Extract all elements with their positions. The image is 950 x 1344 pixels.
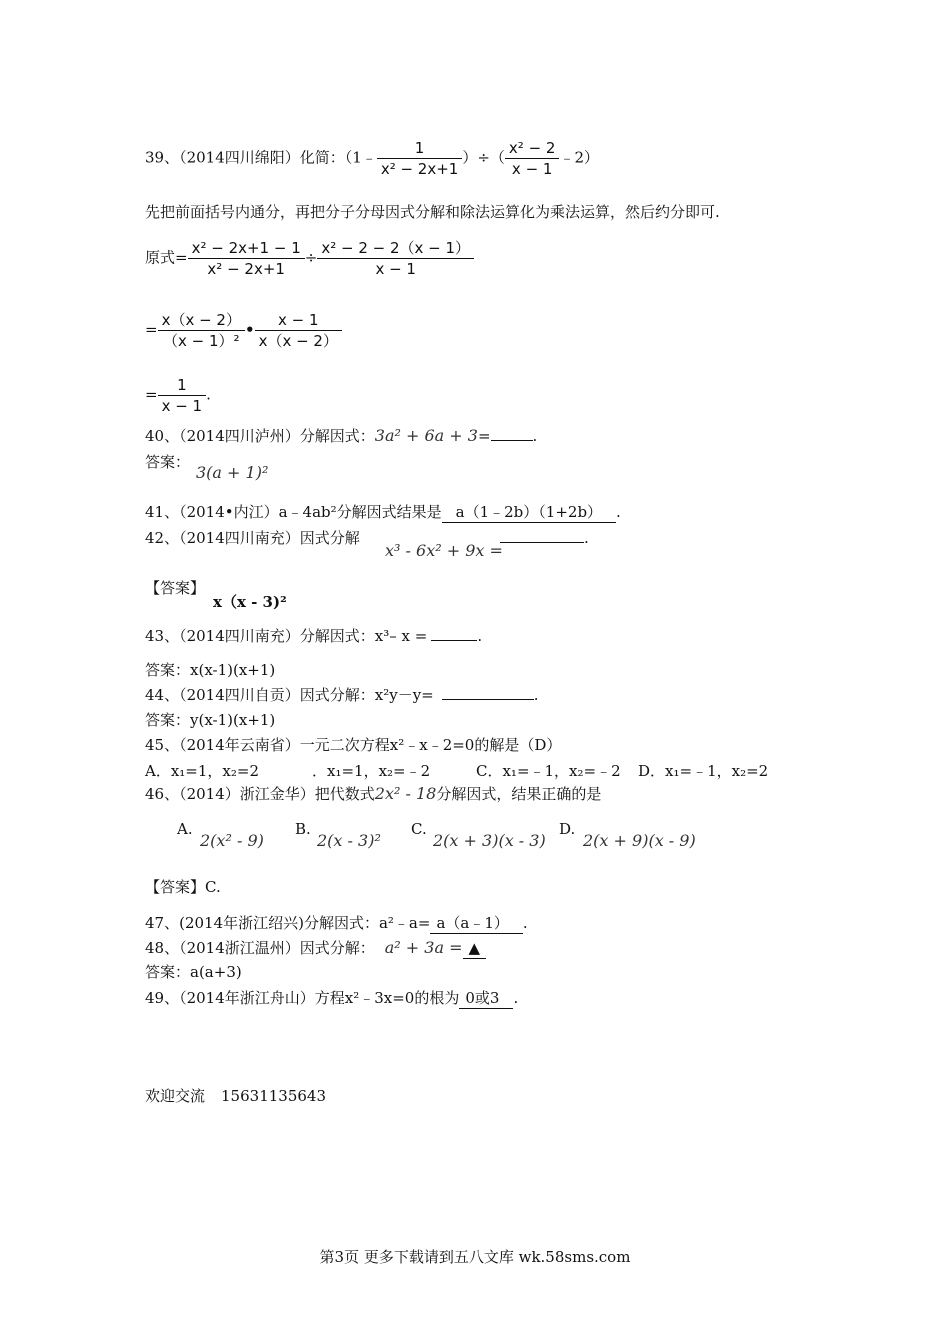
- q44-line: 44、（2014四川自贡）因式分解：x²y－y= .: [145, 686, 539, 704]
- q44-blank: [442, 685, 534, 700]
- q42-blank-wrap: .: [500, 528, 589, 548]
- q46-choice-a: 2(x² - 9): [200, 831, 264, 850]
- q48-answer: 答案：a(a+3): [145, 963, 242, 981]
- q40-line: 40、（2014四川泸州）分解因式：3a² + 6a + 3= .: [145, 426, 538, 445]
- q45-line: 45、（2014年云南省）一元二次方程x²﹣x﹣2=0的解是（D）: [145, 736, 562, 754]
- q43-blank: [431, 626, 477, 641]
- q39-step3: = $\frac{1}{x - 1}$ .: [145, 376, 211, 415]
- q46-choice-d: 2(x + 9)(x - 9): [583, 831, 696, 850]
- contact-line: 欢迎交流 15631135643: [145, 1087, 326, 1105]
- q42-blank: [500, 528, 584, 543]
- q39-step2: = $\frac{x(x - 2)}{\text{（x − 1）²}}$ • $\frac{x - 1}{x(x - 2)}$: [145, 310, 342, 351]
- q39-step3-frac: $\frac{1}{x - 1}$: [158, 375, 207, 416]
- q46-line: 46、（2014）浙江金华）把代数式2x² - 18分解因式，结果正确的是: [145, 784, 602, 803]
- q46-choice-c: 2(x + 3)(x - 3): [433, 831, 546, 850]
- q49-line: 49、（2014年浙江舟山）方程x²﹣3x=0的根为 0或3 .: [145, 989, 519, 1007]
- q39-step1-frac2: $\frac{\text{x² − 2 − 2（x − 1）}}{x - 1}$: [317, 238, 474, 279]
- q45-option-c: C．x₁=﹣1，x₂=﹣2: [476, 762, 621, 780]
- q48-mark: ▲: [463, 938, 487, 959]
- q41-line: 41、（2014•内江）a﹣4ab²分解因式结果是 a（1﹣2b）（1+2b） .: [145, 503, 621, 521]
- q42-answer: x（x - 3)²: [213, 593, 287, 611]
- q45-option-a: A．x₁=1，x₂=2: [145, 762, 260, 780]
- q48-expression: a² + 3a =: [384, 938, 463, 957]
- page-footer: 第3页 更多下载请到五八文库 wk.58sms.com: [319, 1248, 631, 1266]
- q39-step1: 原式= $\frac{\text{x² − 2x+1 − 1}}{\text{x² − 2x+1}}$ ÷ $\frac{\text{x² − 2 − 2（x − 1）}}{x - 1}$: [145, 238, 474, 279]
- q39-step2-frac1: $\frac{x(x - 2)}{\text{（x − 1）²}}$: [158, 310, 245, 351]
- q42-line: 42、（2014四川南充）因式分解: [145, 529, 360, 547]
- q46-letter-b: B.: [295, 820, 311, 838]
- q40-answer: 3(a + 1)²: [196, 463, 269, 482]
- q46-letter-c: C.: [411, 820, 427, 838]
- q47-line: 47、(2014年浙江绍兴)分解因式：a²﹣a= a（a﹣1） .: [145, 914, 528, 932]
- q45-option-b: ．x₁=1，x₂=﹣2: [312, 762, 431, 780]
- q42-expression: x³ - 6x² + 9x =: [385, 541, 503, 560]
- q47-answer: a（a﹣1）: [430, 913, 522, 934]
- q40-answer-label: 答案：: [145, 453, 191, 471]
- q39-explanation: 先把前面括号内通分，再把分子分母因式分解和除法运算化为乘法运算，然后约分即可.: [145, 203, 720, 221]
- q44-answer: 答案：y(x-1)(x+1): [145, 711, 276, 729]
- q42-answer-label: 【答案】: [145, 579, 206, 597]
- q39-step2-frac2: $\frac{x - 1}{x(x - 2)}$: [255, 310, 342, 351]
- q40-blank: [491, 426, 533, 441]
- q39-fraction-1: $\frac{1}{\text{x² − 2x+1}}$: [377, 138, 463, 179]
- q46-answer: 【答案】C.: [145, 878, 221, 896]
- q49-answer: 0或3: [459, 988, 513, 1009]
- q43-answer: 答案：x(x-1)(x+1): [145, 661, 276, 679]
- q39-line: 39、（2014四川绵阳）化简：（1﹣ $\frac{1}{\text{x² − 2x+1}}$ ）÷（ $\frac{\text{x² − 2}}{x - 1}$ ﹣2）: [145, 139, 600, 178]
- q39-step1-frac1: $\frac{\text{x² − 2x+1 − 1}}{\text{x² − 2x+1}}$: [188, 238, 305, 279]
- q41-answer: a（1﹣2b）（1+2b）: [442, 502, 616, 523]
- q46-choice-b: 2(x - 3)²: [317, 831, 381, 850]
- q40-expression: 3a² + 6a + 3: [374, 426, 478, 445]
- q46-letter-a: A.: [177, 820, 193, 838]
- q45-option-d: D．x₁=﹣1，x₂=2: [638, 762, 769, 780]
- q46-letter-d: D.: [559, 820, 576, 838]
- q43-line: 43、（2014四川南充）分解因式：x³– x = .: [145, 627, 483, 645]
- q39-fraction-2: $\frac{\text{x² − 2}}{x - 1}$: [505, 138, 560, 179]
- q48-line: 48、（2014浙江温州）因式分解： a² + 3a = ▲: [145, 938, 486, 959]
- q46-expression: 2x² - 18: [374, 784, 437, 803]
